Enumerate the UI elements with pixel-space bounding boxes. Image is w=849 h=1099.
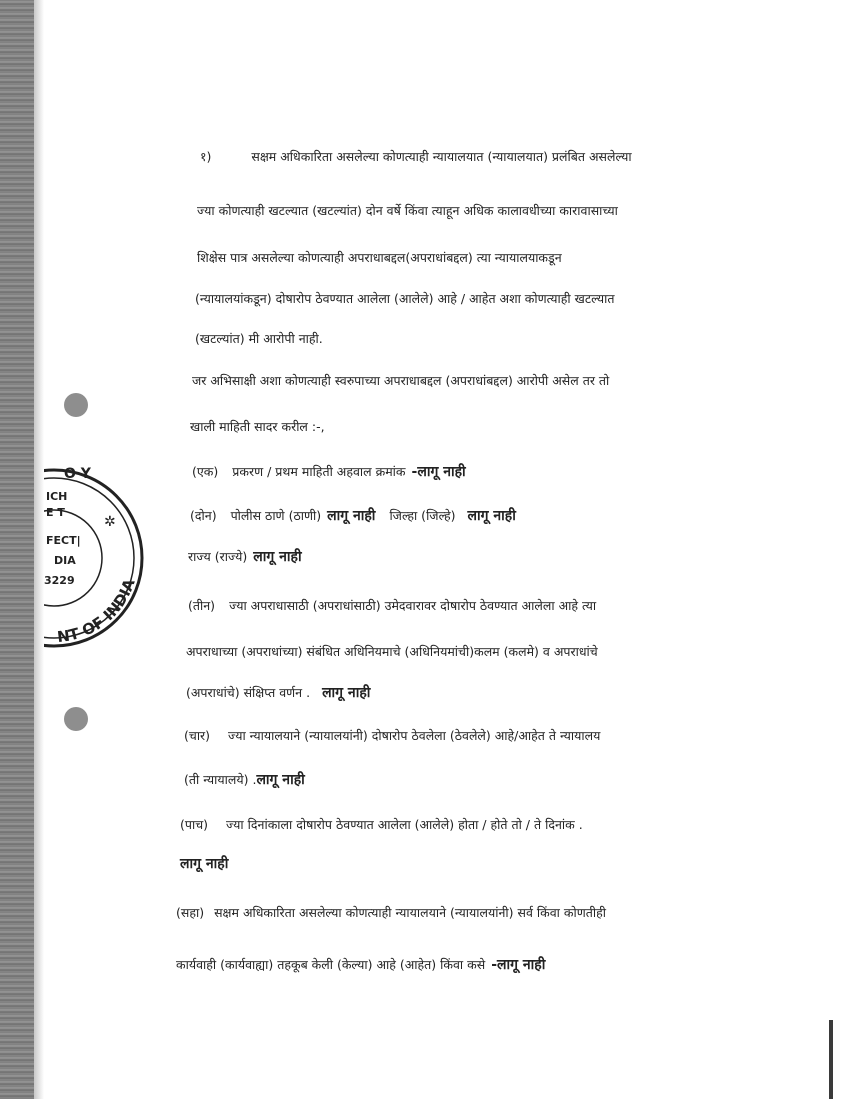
document-line [197,202,618,220]
filled-answer: लागू नाही [180,856,229,872]
document-text: (खटल्यांत) मी आरोपी नाही. [195,331,323,346]
seal-text-6: 3229 [44,574,75,587]
document-text: (पाच) [180,817,209,832]
document-text: जर अभिसाक्षी अशा कोणत्याही स्वरुपाच्या अपराधाबद्दल (अपराधांबद्दल) आरोपी असेल तर तो [192,373,610,388]
document-text: (चार) [184,728,211,743]
seal-text-5: DIA [54,554,76,567]
document-line [192,372,609,390]
document-line [184,771,305,789]
document-text: (न्यायालयांकडून) दोषारोप ठेवण्यात आलेला (आलेले) आहे / आहेत अशा कोणत्याही खटल्यात [195,291,615,306]
document-text: कार्यवाही (कार्यवाह्या) तहकूब केली (केल्या) आहे (आहेत) किंवा कसे [176,957,486,972]
seal-text-3: E T [46,506,65,519]
document-text: सक्षम अधिकारिता असलेल्या कोणत्याही न्यायालयात (न्यायालयात) प्रलंबित असलेल्या [251,149,632,164]
filled-answer: लागू नाही [327,508,376,524]
document-text: ज्या न्यायालयाने (न्यायालयांनी) दोषारोप ठेवलेला (ठेवलेले) आहे/आहेत ते न्यायालय [228,728,601,743]
punch-hole-bottom [64,707,88,731]
document-line [197,249,562,267]
filled-answer: लागू नाही [322,685,371,701]
document-line [180,816,583,834]
document-text: खाली माहिती सादर करील :-, [190,419,325,434]
document-text: १) [200,149,212,164]
filled-answer: -लागू नाही [411,464,466,480]
document-line [195,330,323,348]
seal-text-4: FECT| [46,534,81,547]
seal-text-1: O Y [64,466,91,482]
scan-edge-shadow [34,0,44,1099]
punch-hole-top [64,393,88,417]
document-text: अपराधाच्या (अपराधांच्या) संबंधित अधिनियमाचे (अधिनियमांची)कलम (कलमे) व अपराधांचे [186,644,598,659]
document-text: (तीन) [188,598,216,613]
official-seal [44,456,144,660]
seal-text-2: ICH [46,490,68,503]
scan-right-edge-mark [829,1020,833,1099]
scan-edge-strip [0,0,34,1099]
document-text: शिक्षेस पात्र असलेल्या कोणत्याही अपराधाबद्दल(अपराधांबद्दल) त्या न्यायालयाकडून [197,250,562,265]
document-line [195,290,615,308]
filled-answer: -लागू नाही [491,957,546,973]
document-text: ज्या अपराधासाठी (अपराधांसाठी) उमेदवारावर दोषारोप ठेवण्यात आलेला आहे त्या [229,598,597,613]
document-line [188,548,302,566]
document-line [188,597,596,615]
document-text: ज्या दिनांकाला दोषारोप ठेवण्यात आलेला (आलेले) होता / होते तो / ते दिनांक . [226,817,583,832]
document-line [190,507,516,525]
document-line [186,684,370,702]
document-text: राज्य (राज्ये) [188,549,248,564]
document-text: ज्या कोणत्याही खटल्यात (खटल्यांत) दोन वर्षे किंवा त्याहून अधिक कालावधीच्या कारावासाच्या [197,203,618,218]
document-line [176,904,606,922]
document-text: सक्षम अधिकारिता असलेल्या कोणत्याही न्यायालयाने (न्यायालयांनी) सर्व किंवा कोणतीही [214,905,606,920]
document-text: (एक) [192,464,219,479]
document-text: (दोन) [190,508,217,523]
document-text: प्रकरण / प्रथम माहिती अहवाल क्रमांक [232,464,406,479]
document-text: (अपराधांचे) संक्षिप्त वर्णन . [186,685,311,700]
filled-answer: लागू नाही [253,549,302,565]
document-line [176,956,545,974]
document-text: (ती न्यायालये) . [184,772,257,787]
seal-arc-text: NT OF INDIA [56,576,139,647]
document-line [186,643,598,661]
document-text: जिल्हा (जिल्हे) [389,508,456,523]
filled-answer: लागू नाही [256,772,305,788]
document-line [192,463,466,481]
document-line [180,855,228,873]
seal-star-icon: ✲ [104,514,116,530]
document-text: पोलीस ठाणे (ठाणी) [230,508,322,523]
document-text: (सहा) [176,905,205,920]
document-line [184,727,600,745]
document-line [200,148,632,166]
document-line [190,418,325,436]
filled-answer: लागू नाही [467,508,516,524]
